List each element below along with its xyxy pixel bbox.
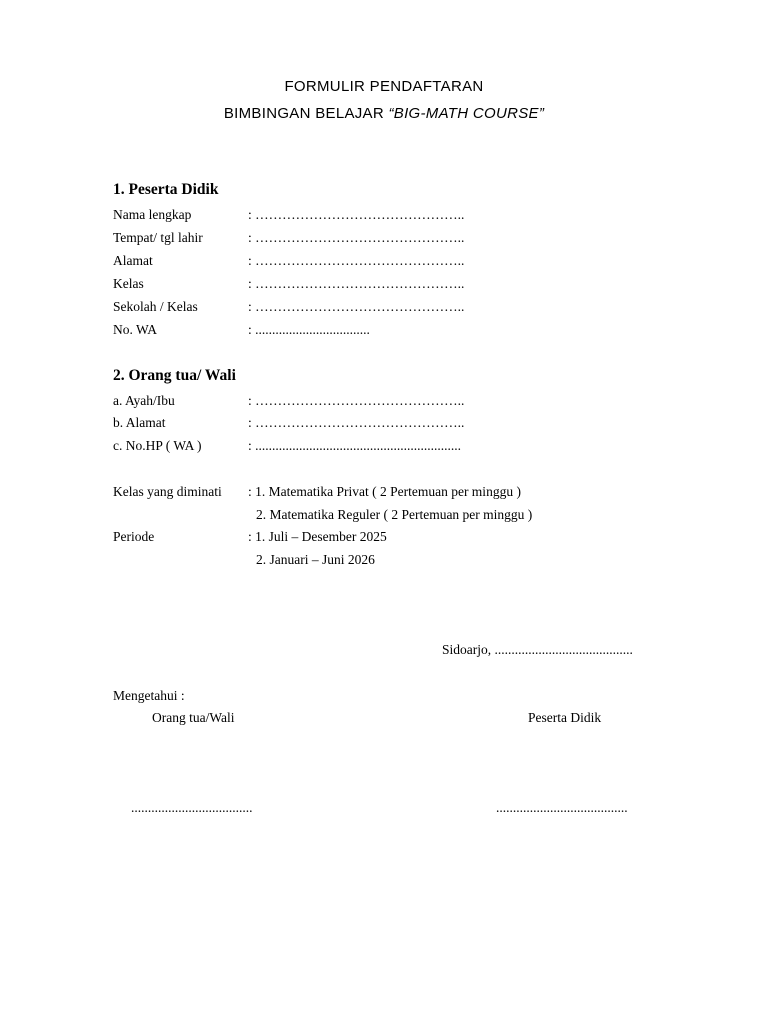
field-label-sekolah: Sekolah / Kelas [113, 299, 198, 314]
field-value-wa: : .................................. [248, 322, 370, 337]
kelas-option-1: : 1. Matematika Privat ( 2 Pertemuan per minggu ) [248, 484, 521, 499]
kelas-diminati-label: Kelas yang diminati [113, 484, 222, 499]
form-title: FORMULIR PENDAFTARAN [284, 78, 484, 95]
field-label-nohp: c. No.HP ( WA ) [113, 438, 202, 453]
field-label-alamat-wali: b. Alamat [113, 415, 166, 430]
field-label-nama: Nama lengkap [113, 207, 192, 222]
field-label-kelas: Kelas [113, 276, 144, 291]
signature-line-right: ....................................... [496, 800, 628, 815]
form-subtitle [0, 105, 768, 122]
mengetahui-label: Mengetahui : [113, 688, 185, 703]
field-value-alamat-wali: : ……………………………………….. [248, 415, 465, 430]
periode-option-2: 2. Januari – Juni 2026 [256, 552, 375, 567]
field-value-ttl: : ……………………………………….. [248, 230, 465, 245]
signer-left-role: Orang tua/Wali [152, 710, 235, 725]
course-name: “BIG-MATH COURSE” [388, 105, 545, 122]
field-value-kelas: : ……………………………………….. [248, 276, 465, 291]
field-value-ayah-ibu: : ……………………………………….. [248, 393, 465, 408]
signer-right-role: Peserta Didik [528, 710, 602, 725]
place-date: Sidoarjo, ......................................... [442, 642, 633, 657]
section-peserta-didik-heading: 1. Peserta Didik [113, 181, 219, 198]
field-value-sekolah: : ……………………………………….. [248, 299, 465, 314]
section-orang-tua-heading: 2. Orang tua/ Wali [113, 367, 236, 384]
field-value-alamat: : ……………………………………….. [248, 253, 465, 268]
kelas-option-2: 2. Matematika Reguler ( 2 Pertemuan per minggu ) [256, 507, 533, 522]
field-value-nohp: : ............................................................. [248, 438, 462, 453]
periode-option-1: : 1. Juli – Desember 2025 [248, 529, 387, 544]
field-label-ttl: Tempat/ tgl lahir [113, 230, 203, 245]
field-label-ayah-ibu: a. Ayah/Ibu [113, 393, 175, 408]
periode-label: Periode [113, 529, 155, 544]
signature-line-left: .................................... [131, 800, 253, 815]
field-label-alamat: Alamat [113, 253, 153, 268]
subtitle-prefix: BIMBINGAN BELAJAR [223, 105, 389, 122]
field-value-nama: : ……………………………………….. [248, 207, 465, 222]
field-label-wa: No. WA [113, 322, 158, 337]
